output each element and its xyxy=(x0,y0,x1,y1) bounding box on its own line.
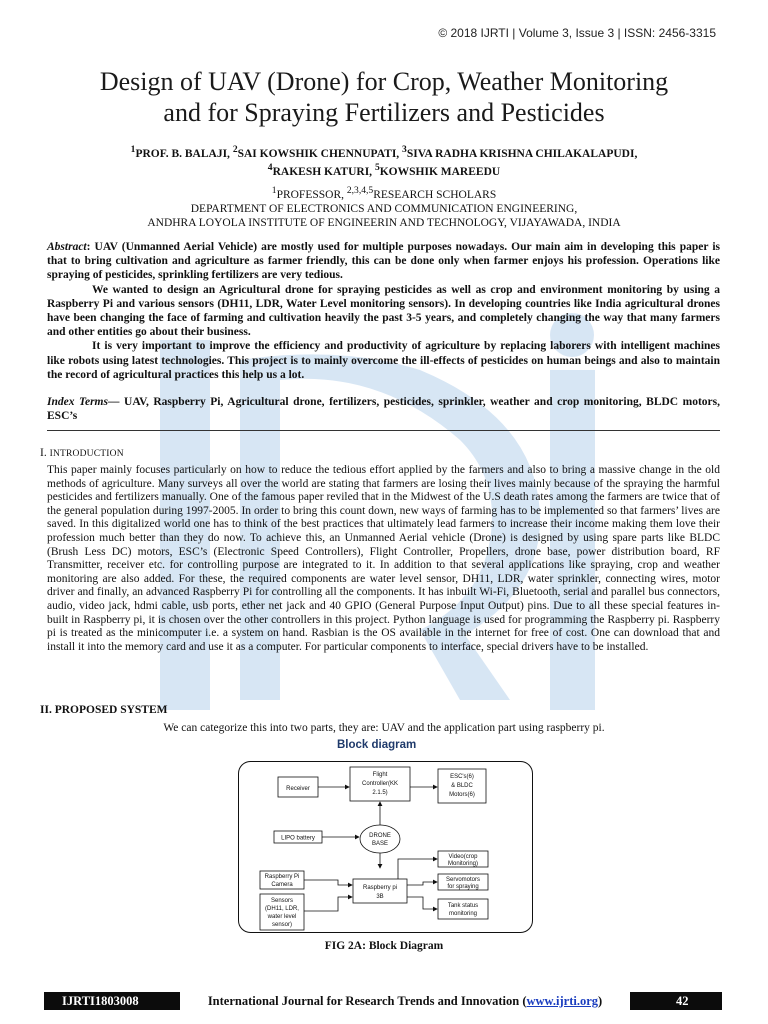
affil-institute: ANDHRA LOYOLA INSTITUTE OF ENGINEERIN AND TECHNOLOGY, VIJAYAWADA, INDIA xyxy=(147,216,621,229)
author-list xyxy=(40,143,728,179)
flight-controller-label: Flight xyxy=(372,772,388,778)
abstract-p1 xyxy=(47,240,720,283)
author-2: SAI KOWSHIK CHENNUPATI, xyxy=(237,147,400,160)
footer-journal-name: International Journal for Research Trends and Innovation ( xyxy=(207,994,527,1008)
arrow-rpi-tank xyxy=(407,897,437,909)
video-label: Video(crop xyxy=(448,854,478,860)
introduction-body: This paper mainly focuses particularly on how to reduce the tedious effort applied by the farmers and also to bring a massive change in the old methods of agriculture. Many surveys all over the world are stating that farmers are losing their lives mainly because of the spraying the harmful pesticides and fertilizers manually. One of the famous paper reviled that in the Midwest of the U.S death rates among the farmers are twice that of the general population during 1997-2005. In order to bring this count down, new ways of farming has to be implemented so that farmers’ lives are saved. In this digitalized world one has to think of the best practices that ultimately lead farmers to increase their income making them love their profession much better than they do now. To achieve this, an Unmanned Aerial vehicle (Drone) is designed by using spare parts like BLDC (Brush Less DC) motors, ESC’s (Electronic Speed Controllers), Flight Controller, Propellers, drone base, power distribution board, RF Transmitter, receiver etc. for controlling purpose are integrated to it. In addition to that several applications like spraying, crop and weather monitoring are also added. For these, the required components are water level sensor, DH11, LDR, water sprinkler, connecting wires, motor driver and finally, an advanced Raspberry Pi for controlling all the components. It has inbuilt Wi-Fi, Bluetooth, serial and parallel bus connectors, audio, video jack, hdmi cable, usb ports, ether net jack and 40 GPIO (General Purpose Input Output) pins. Due to all these special features in-built in Raspberry pi, it is chosen over the other controllers in this project. Python language is used for programming the Raspberry pi. Raspberry pi is treated as the minicomputer i.e. a system on hand. Rasbian is the OS available in the internet for free of cost. One can download that and install it into the memory card and use it as a computer. For particular components to interface, special drivers have to be installed. xyxy=(47,464,720,653)
video-label: Monitoring) xyxy=(447,861,479,867)
footer-journal-close: ) xyxy=(598,994,603,1008)
esc-label: ESC's(6) xyxy=(450,774,474,780)
lipo-label: LIPO battery xyxy=(281,835,315,842)
flight-controller-label: 2.1.5) xyxy=(372,790,388,796)
arrow-sensors-rpi xyxy=(304,897,352,911)
sensors-label: sensor) xyxy=(271,922,293,928)
affiliation xyxy=(40,184,728,230)
index-terms-label: Index Terms— xyxy=(47,396,120,408)
esc-label: & BLDC xyxy=(451,783,473,789)
drone-base-label: BASE xyxy=(371,841,389,847)
affil-department: DEPARTMENT OF ELECTRONICS AND COMMUNICATION ENGINEERING, xyxy=(190,202,578,215)
flight-controller-label: Controller(KK xyxy=(361,781,399,787)
author-5: KOWSHIK MAREEDU xyxy=(379,165,501,178)
abstract xyxy=(47,240,720,382)
author-1: PROF. B. BALAJI, xyxy=(135,147,230,160)
sensors-label: Sensors xyxy=(270,898,294,904)
raspberry-pi-label: 3B xyxy=(376,894,384,900)
section-divider xyxy=(47,430,720,431)
affil-role-1: PROFESSOR, xyxy=(276,188,344,201)
receiver-label: Receiver xyxy=(286,786,310,792)
abstract-p3: It is very important to improve the efficiency and productivity of agriculture by replacing laborers with intelligent machines like robots using latest technologies. This project is to mainly overcome the ill-effects of pesticides on human beings and also to maintain the record of agricultural practices this help us a lot. xyxy=(47,340,720,381)
abstract-p1-text: : UAV (Unmanned Aerial Vehicle) are mostly used for multiple purposes nowadays. Our main aim in developing this paper is that to bring cultivation and agriculture as farmer friendly, this can be done only when farmer enjoys his profession. Operations like spraying of pesticides, sprinkling fertilizers are very tedious. xyxy=(47,241,720,282)
journal-website-link[interactable]: www.ijrti.org xyxy=(526,994,599,1008)
camera-label: Raspberry Pi xyxy=(264,874,300,880)
index-terms-text: UAV, Raspberry Pi, Agricultural drone, fertilizers, pesticides, sprinkler, weather and crop monitoring, BLDC motors, ESC’s xyxy=(47,396,720,422)
block-diagram xyxy=(238,761,533,933)
tank-label: monitoring xyxy=(448,911,478,917)
author-sup: 3 xyxy=(402,144,407,155)
author-sup: 4 xyxy=(267,161,273,173)
author-sup: 2 xyxy=(232,144,238,155)
servo-label: for spraying xyxy=(447,884,479,890)
paper-title xyxy=(30,66,738,128)
title-line-2: and for Spraying Fertilizers and Pesticides xyxy=(163,98,605,127)
affil-role-2: RESEARCH SCHOLARS xyxy=(373,188,497,201)
arrow-rpi-servo xyxy=(407,882,437,885)
abstract-label: Abstract xyxy=(47,241,87,253)
servo-label: Servomotors xyxy=(445,877,481,883)
affil-sup: 2,3,4,5 xyxy=(346,185,374,196)
author-3: SIVA RADHA KRISHNA CHILAKALAPUDI, xyxy=(406,147,638,160)
drone-base-label: DRONE xyxy=(369,833,391,839)
tank-label: Tank status xyxy=(447,903,479,909)
footer-journal xyxy=(180,992,630,1010)
author-4: RAKESH KATURI, xyxy=(272,165,373,178)
affil-sup: 1 xyxy=(271,185,277,196)
sensors-label: (DH11, LDR, xyxy=(265,906,299,912)
section-1-number: I. xyxy=(40,447,50,459)
section-2-text: We can categorize this into two parts, they are: UAV and the application part using raspberry pi. xyxy=(163,722,605,734)
esc-label: Motors(6) xyxy=(449,792,475,798)
sensors-label: water level xyxy=(267,914,297,920)
author-sup: 1 xyxy=(130,144,136,155)
index-terms xyxy=(47,395,720,423)
section-2-heading: II. PROPOSED SYSTEM xyxy=(40,704,168,716)
drone-base-ellipse xyxy=(360,825,400,853)
camera-label: Camera xyxy=(271,882,293,888)
section-1-heading xyxy=(40,447,124,459)
footer-paper-id: IJRTI1803008 xyxy=(62,994,139,1008)
arrow-rpi-video xyxy=(398,859,437,879)
figure-caption: FIG 2A: Block Diagram xyxy=(324,940,444,952)
author-sup: 5 xyxy=(374,161,380,173)
arrow-camera-rpi xyxy=(304,880,352,885)
title-line-1: Design of UAV (Drone) for Crop, Weather Monitoring xyxy=(99,67,669,96)
page-number: 42 xyxy=(676,994,689,1008)
block-diagram-title: Block diagram xyxy=(337,739,417,751)
journal-header: © 2018 IJRTI | Volume 3, Issue 3 | ISSN: 2456-3315 xyxy=(438,26,716,40)
abstract-p2: We wanted to design an Agricultural drone for spraying pesticides as well as crop and environment monitoring by using a Raspberry Pi and various sensors (DH11, LDR, Water Level monitoring sensors). In developing countries like India agricultural drones have been changing the face of farming and cultivation heavily the past 3-5 years, and completely changing the way that many farmers and other entities go about their business. xyxy=(47,283,720,339)
raspberry-pi-label: Raspberry pi xyxy=(362,885,398,891)
section-1-title: INTRODUCTION xyxy=(49,449,124,459)
